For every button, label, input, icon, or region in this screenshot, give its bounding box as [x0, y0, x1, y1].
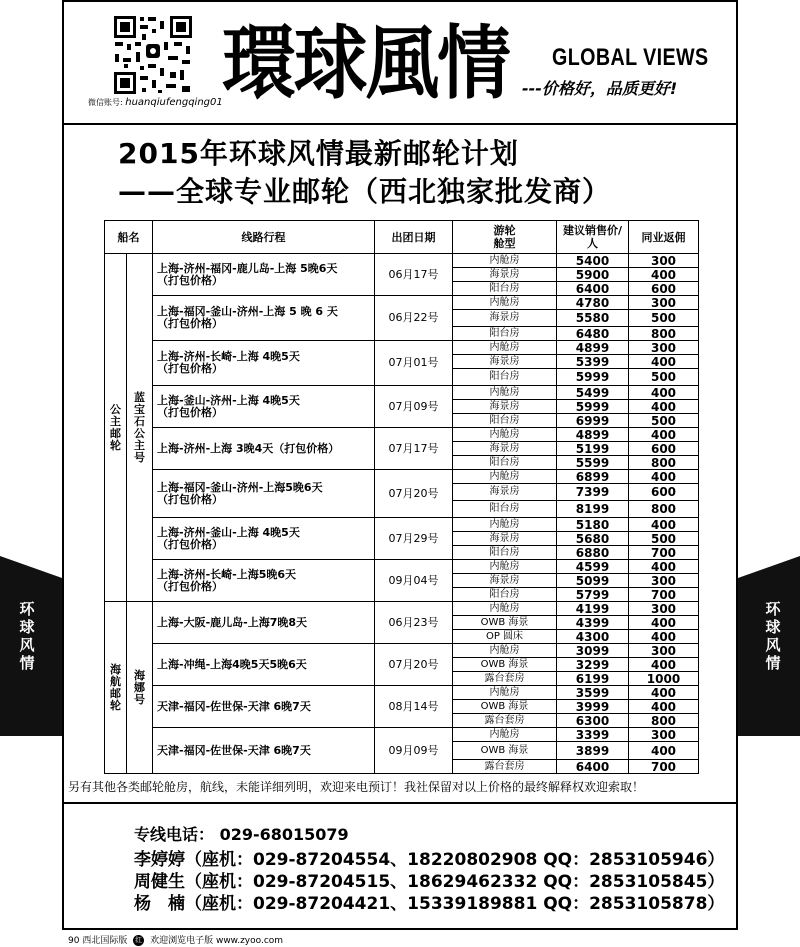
- rebate: 700: [629, 546, 699, 560]
- route-cell: [153, 341, 375, 386]
- cabin-type: 露台套房: [453, 714, 557, 728]
- price: 6400: [557, 282, 629, 296]
- price: 4399: [557, 616, 629, 630]
- price: 4899: [557, 341, 629, 355]
- cabin-type: 内舱房: [453, 728, 557, 742]
- contact-person-1: 李婷婷（座机：029-87204554、18220802908 QQ：2853105946）: [134, 850, 725, 870]
- rebate: 300: [629, 254, 699, 268]
- rebate: 400: [629, 268, 699, 282]
- cabin-type: OWB 海景: [453, 658, 557, 672]
- cabin-type: 阳台房: [453, 282, 557, 296]
- price: 4300: [557, 630, 629, 644]
- departure-date: 06月23号: [375, 602, 453, 644]
- global-views-tagline: GLOBAL VIEWS: [552, 44, 709, 71]
- cabin-type: 内舱房: [453, 470, 557, 484]
- route-line: 上海-大阪-鹿儿岛-上海7晚8天: [157, 615, 308, 629]
- price: 3599: [557, 686, 629, 700]
- route-cell: [153, 644, 375, 686]
- price: 5799: [557, 588, 629, 602]
- cabin-type: 阳台房: [453, 327, 557, 341]
- slogan: ---价格好，品质更好!: [522, 79, 678, 98]
- cabin-type: 阳台房: [453, 456, 557, 470]
- page-number: 90: [68, 936, 80, 946]
- table-row: [105, 254, 699, 268]
- price: 5400: [557, 254, 629, 268]
- rebate: 600: [629, 484, 699, 501]
- rebate: 400: [629, 400, 699, 414]
- cabin-type: 内舱房: [453, 644, 557, 658]
- header-date: 出团日期: [375, 221, 453, 254]
- departure-date: 07月29号: [375, 518, 453, 560]
- cabin-type: 内舱房: [453, 386, 557, 400]
- side-tab-left-text: [0, 600, 58, 672]
- rebate: 400: [629, 518, 699, 532]
- cabin-type: 海景房: [453, 400, 557, 414]
- price: 3899: [557, 742, 629, 760]
- header-cabin: [453, 221, 557, 254]
- price: 3399: [557, 728, 629, 742]
- departure-date: 06月22号: [375, 296, 453, 341]
- departure-date: 09月04号: [375, 560, 453, 602]
- table-row: [105, 686, 699, 700]
- cabin-type: 海景房: [453, 355, 557, 369]
- cabin-type: 内舱房: [453, 602, 557, 616]
- cabin-type: 阳台房: [453, 588, 557, 602]
- cabin-type: 海景房: [453, 484, 557, 501]
- cabin-type: 海景房: [453, 442, 557, 456]
- ship-name-label: 蓝宝石公主号: [134, 390, 145, 464]
- price: 6480: [557, 327, 629, 341]
- rebate: 300: [629, 728, 699, 742]
- cabin-type: 海景房: [453, 574, 557, 588]
- cruise-company: [105, 602, 127, 774]
- rebate: 800: [629, 501, 699, 518]
- price: 4199: [557, 602, 629, 616]
- route-package-note: （打包价格）: [157, 273, 223, 287]
- route-cell: [153, 728, 375, 774]
- table-row: [105, 296, 699, 310]
- cruise-company-label: 公主邮轮: [110, 402, 121, 452]
- footer-text: 欢迎浏览电子版 www.zyoo.com: [150, 936, 284, 946]
- cabin-type: 内舱房: [453, 518, 557, 532]
- price: 4599: [557, 560, 629, 574]
- cabin-type: 海景房: [453, 310, 557, 327]
- route-package-note: （打包价格）: [157, 492, 223, 506]
- ship-name: [127, 602, 153, 774]
- rebate: 500: [629, 532, 699, 546]
- rebate: 300: [629, 296, 699, 310]
- cruise-price-table: [104, 220, 699, 774]
- price: 7399: [557, 484, 629, 501]
- note-divider: [62, 802, 738, 804]
- cabin-type: OP 圆床: [453, 630, 557, 644]
- price: 5099: [557, 574, 629, 588]
- price: 5999: [557, 369, 629, 386]
- price: 5499: [557, 386, 629, 400]
- table-row: [105, 386, 699, 400]
- departure-date: 07月20号: [375, 644, 453, 686]
- page-title: 2015年环球风情最新邮轮计划: [118, 137, 519, 170]
- side-tab-right-text: [742, 600, 800, 672]
- rebate: 400: [629, 742, 699, 760]
- route-line: 上海-济州-上海 3晚4天（打包价格）: [157, 441, 340, 455]
- table-row: [105, 428, 699, 442]
- cabin-type: 内舱房: [453, 686, 557, 700]
- route-cell: [153, 602, 375, 644]
- rebate: 600: [629, 282, 699, 296]
- price: 5680: [557, 532, 629, 546]
- table-row: [105, 470, 699, 484]
- rebate: 400: [629, 386, 699, 400]
- table-row: [105, 728, 699, 742]
- price: 5399: [557, 355, 629, 369]
- table-row: [105, 560, 699, 574]
- rebate: 400: [629, 700, 699, 714]
- side-tab-left-label: 环球风情: [19, 600, 35, 672]
- cabin-type: OWB 海景: [453, 700, 557, 714]
- route-cell: [153, 254, 375, 296]
- price: 6300: [557, 714, 629, 728]
- cabin-type: 阳台房: [453, 414, 557, 428]
- price: 8199: [557, 501, 629, 518]
- price: 6999: [557, 414, 629, 428]
- route-cell: [153, 296, 375, 341]
- route-line: 天津-福冈-佐世保-天津 6晚7天: [157, 699, 311, 713]
- side-tab-right-label: 环球风情: [765, 600, 781, 672]
- cabin-type: 海景房: [453, 268, 557, 282]
- route-package-note: （打包价格）: [157, 405, 223, 419]
- route-package-note: （打包价格）: [157, 317, 223, 330]
- route-line: 上海-济州-釜山-上海 4晚5天: [157, 525, 300, 539]
- rebate: 800: [629, 714, 699, 728]
- brand-logo-text: 環球風情: [222, 16, 510, 110]
- header-cabin-label: 游轮舱型: [493, 224, 516, 250]
- cabin-type: 内舱房: [453, 296, 557, 310]
- route-line: 上海-釜山-济州-上海 4晚5天: [157, 393, 300, 407]
- price: 5900: [557, 268, 629, 282]
- header-route: 线路行程: [153, 221, 375, 254]
- rebate: 400: [629, 428, 699, 442]
- rebate: 300: [629, 602, 699, 616]
- ship-name-label: 海娜号: [134, 668, 145, 706]
- rebate: 400: [629, 658, 699, 672]
- price: 6880: [557, 546, 629, 560]
- price: 5599: [557, 456, 629, 470]
- route-line: 上海-冲绳-上海4晚5天5晚6天: [157, 657, 307, 671]
- cabin-type: 内舱房: [453, 428, 557, 442]
- header-divider: [62, 123, 738, 125]
- rebate: 300: [629, 341, 699, 355]
- rebate: 500: [629, 369, 699, 386]
- header-price-label: 建议销售价/人: [562, 224, 623, 250]
- route-line: 上海-济州-福冈-鹿儿岛-上海 5晚6天: [157, 261, 338, 275]
- cabin-type: 露台套房: [453, 760, 557, 774]
- cruise-company: [105, 254, 127, 602]
- rebate: 400: [629, 616, 699, 630]
- price: 3299: [557, 658, 629, 672]
- departure-date: 07月09号: [375, 386, 453, 428]
- wechat-id-line: 微信账号: huanqiufengqing01: [88, 97, 223, 108]
- route-cell: [153, 560, 375, 602]
- departure-date: 08月14号: [375, 686, 453, 728]
- route-package-note: （打包价格）: [157, 362, 223, 375]
- route-line: 上海-济州-长崎-上海 4晚5天: [157, 350, 300, 363]
- price: 4780: [557, 296, 629, 310]
- price: 3099: [557, 644, 629, 658]
- route-line: 天津-福冈-佐世保-天津 6晚7天: [157, 743, 311, 757]
- route-cell: [153, 386, 375, 428]
- cabin-type: 内舱房: [453, 560, 557, 574]
- contact-person-2: 周健生（座机：029-87204515、18629462332 QQ：2853105845）: [134, 872, 725, 892]
- route-package-note: （打包价格）: [157, 579, 223, 593]
- departure-date: 07月01号: [375, 341, 453, 386]
- rebate: 400: [629, 470, 699, 484]
- rebate: 500: [629, 310, 699, 327]
- price: 4899: [557, 428, 629, 442]
- table-row: [105, 518, 699, 532]
- route-line: 上海-福冈-釜山-济州-上海5晚6天: [157, 480, 323, 494]
- side-tab-left: [0, 556, 62, 736]
- rebate: 600: [629, 442, 699, 456]
- price: 6899: [557, 470, 629, 484]
- route-cell: [153, 470, 375, 518]
- cabin-type: 内舱房: [453, 254, 557, 268]
- table-row: [105, 644, 699, 658]
- cabin-type: 海景房: [453, 532, 557, 546]
- section-name: 西北国际版: [82, 936, 128, 946]
- price: 6199: [557, 672, 629, 686]
- departure-date: 07月20号: [375, 470, 453, 518]
- price: 5999: [557, 400, 629, 414]
- header-rebate: 同业返佣: [629, 221, 699, 254]
- rebate: 300: [629, 644, 699, 658]
- cabin-type: 阳台房: [453, 546, 557, 560]
- cabin-type: 露台套房: [453, 672, 557, 686]
- hotline: 专线电话： 029-68015079: [134, 825, 349, 844]
- page-subtitle: ——全球专业邮轮（西北独家批发商）: [118, 175, 612, 208]
- hong-badge: 红: [135, 936, 143, 944]
- rebate: 400: [629, 560, 699, 574]
- price: 5199: [557, 442, 629, 456]
- price: 6400: [557, 760, 629, 774]
- route-line: 上海-福冈-釜山-济州-上海 5 晚 6 天: [157, 305, 338, 318]
- table-row: [105, 602, 699, 616]
- price: 5580: [557, 310, 629, 327]
- price: 3999: [557, 700, 629, 714]
- cabin-type: OWB 海景: [453, 616, 557, 630]
- route-cell: [153, 518, 375, 560]
- departure-date: 09月09号: [375, 728, 453, 774]
- route-line: 上海-济州-长崎-上海5晚6天: [157, 567, 297, 581]
- route-cell: [153, 686, 375, 728]
- cabin-type: 阳台房: [453, 501, 557, 518]
- rebate: 400: [629, 630, 699, 644]
- header-ship: 船名: [105, 221, 153, 254]
- rebate: 700: [629, 588, 699, 602]
- departure-date: 07月17号: [375, 428, 453, 470]
- route-package-note: （打包价格）: [157, 537, 223, 551]
- rebate: 300: [629, 574, 699, 588]
- rebate: 400: [629, 686, 699, 700]
- table-header-row: [105, 221, 699, 254]
- route-cell: [153, 428, 375, 470]
- price: 5180: [557, 518, 629, 532]
- footnote: 另有其他各类邮轮舱房，航线，未能详细列明，欢迎来电预订！我社保留对以上价格的最终解释权欢迎索取！: [68, 780, 645, 794]
- rebate: 400: [629, 355, 699, 369]
- ship-name: [127, 254, 153, 602]
- cabin-type: 阳台房: [453, 369, 557, 386]
- contact-person-3: 杨 楠（座机：029-87204421、15339189881 QQ：2853105878）: [134, 894, 725, 914]
- rebate: 800: [629, 456, 699, 470]
- rebate: 500: [629, 414, 699, 428]
- table-row: [105, 341, 699, 355]
- rebate: 1000: [629, 672, 699, 686]
- table-body: [105, 254, 699, 774]
- cabin-type: OWB 海景: [453, 742, 557, 760]
- cabin-type: 内舱房: [453, 341, 557, 355]
- qr-code: [112, 14, 194, 96]
- page-footer: [68, 933, 283, 946]
- rebate: 700: [629, 760, 699, 774]
- cruise-company-label: 海航邮轮: [110, 662, 121, 712]
- rebate: 800: [629, 327, 699, 341]
- header-price: [557, 221, 629, 254]
- departure-date: 06月17号: [375, 254, 453, 296]
- side-tab-right: [738, 556, 800, 736]
